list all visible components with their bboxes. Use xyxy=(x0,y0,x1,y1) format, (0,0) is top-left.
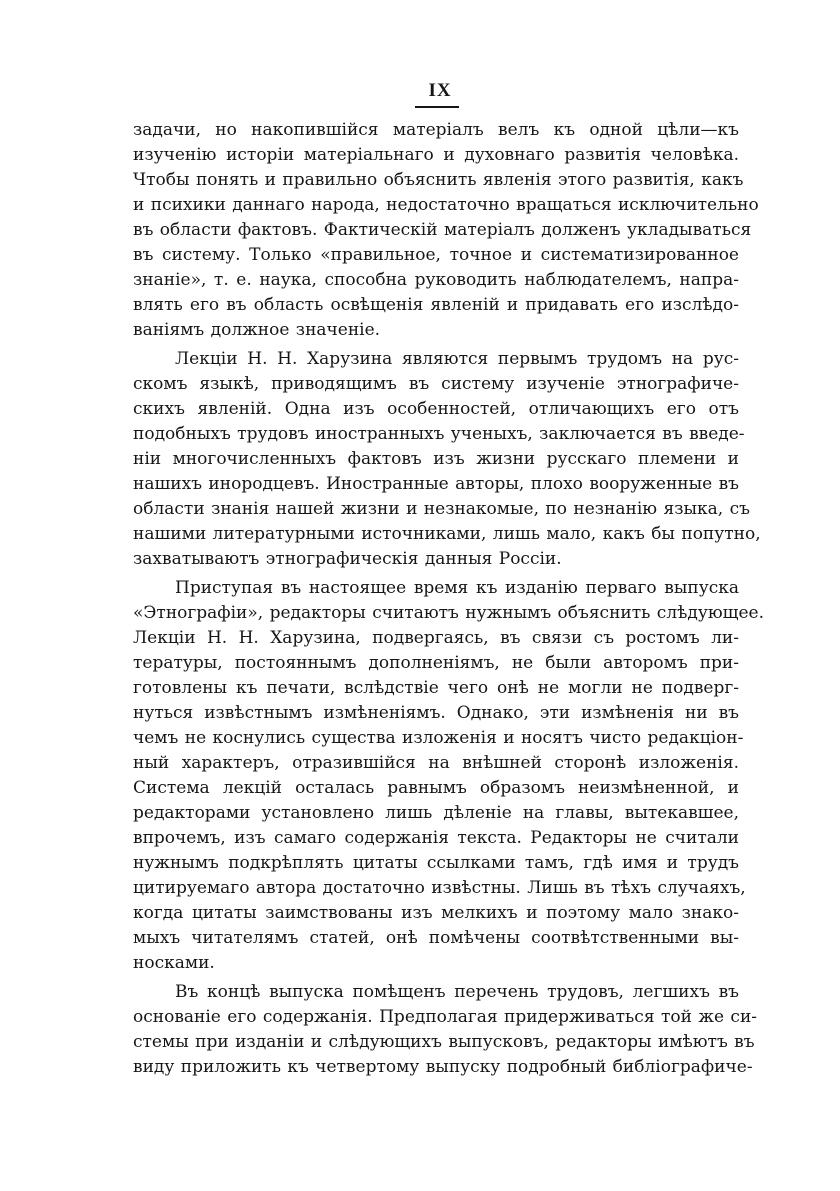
text-line: захватываютъ этнографическія данныя Россіи. xyxy=(133,549,562,569)
text-line: нужнымъ подкрѣплять цитаты ссылками тамъ, гдѣ имя и трудъ xyxy=(133,853,739,873)
text-line: готовлены къ печати, вслѣдствіе чего онѣ не могли не подверг- xyxy=(133,678,739,698)
text-line: задачи, но накопившійся матеріалъ велъ къ одной цѣли—къ xyxy=(133,120,739,140)
text-line: изученію исторіи матеріальнаго и духовнаго развитія человѣка. xyxy=(133,145,739,165)
text-line: «Этнографіи», редакторы считаютъ нужнымъ объяснить слѣдующее. xyxy=(133,603,764,623)
text-line: ніи многочисленныхъ фактовъ изъ жизни русскаго племени и xyxy=(133,449,739,469)
text-line: Лекціи Н. Н. Харузина, подвергаясь, въ связи съ ростомъ ли- xyxy=(133,628,739,648)
text-line: Чтобы понять и правильно объяснить явленія этого развитія, какъ xyxy=(133,170,744,190)
paragraph xyxy=(133,980,758,1080)
text-line: нашихъ инородцевъ. Иностранные авторы, плохо вооруженные въ xyxy=(133,474,739,494)
text-line: ный характеръ, отразившійся на внѣшней сторонѣ изложенія. xyxy=(133,753,739,773)
text-line: въ области фактовъ. Фактическій матеріалъ долженъ укладываться xyxy=(133,220,752,240)
text-line: области знанія нашей жизни и незнакомые, по незнанію языка, съ xyxy=(133,499,750,519)
text-line: тературы, постояннымъ дополненіямъ, не были авторомъ при- xyxy=(133,653,739,673)
text-line: знаніе», т. е. наука, способна руководить наблюдателемъ, напра- xyxy=(133,270,739,290)
text-line: виду приложить къ четвертому выпуску подробный библіографиче- xyxy=(133,1057,753,1077)
text-line: Лекціи Н. Н. Харузина являются первымъ трудомъ на рус- xyxy=(175,349,739,369)
text-line: подобныхъ трудовъ иностранныхъ ученыхъ, заключается въ введе- xyxy=(133,424,745,444)
text-line: въ систему. Только «правильное, точное и систематизированное xyxy=(133,245,739,265)
text-line: нуться извѣстнымъ измѣненіямъ. Однако, эти измѣненія ни въ xyxy=(133,703,739,723)
text-line: впрочемъ, изъ самаго содержанія текста. Редакторы не считали xyxy=(133,828,739,848)
paragraph xyxy=(133,576,764,976)
text-line: и психики даннаго народа, недостаточно вращаться исключительно xyxy=(133,195,759,215)
text-line: основаніе его содержанія. Предполагая придерживаться той же си- xyxy=(133,1007,758,1027)
text-line: редакторами установлено лишь дѣленіе на главы, вытекавшее, xyxy=(133,803,739,823)
text-line: чемъ не коснулись существа изложенія и носятъ чисто редакціон- xyxy=(133,728,744,748)
text-line: скомъ языкѣ, приводящимъ въ систему изученіе этнографиче- xyxy=(133,374,739,394)
text-line: мыхъ читателямъ статей, онѣ помѣчены соотвѣтственными вы- xyxy=(133,928,739,948)
paragraph xyxy=(133,118,759,343)
paragraph xyxy=(133,347,761,572)
text-line: цитируемаго автора достаточно извѣстны. Лишь въ тѣхъ случаяхъ, xyxy=(133,878,746,898)
text-line: стемы при изданіи и слѣдующихъ выпусковъ, редакторы имѣютъ въ xyxy=(133,1032,755,1052)
text-line: ваніямъ должное значеніе. xyxy=(133,320,381,340)
page-number-rule xyxy=(415,106,459,108)
text-line: нашими литературными источниками, лишь мало, какъ бы попутно, xyxy=(133,524,761,544)
text-line: носками. xyxy=(133,953,215,973)
text-line: Система лекцій осталась равнымъ образомъ неизмѣненной, и xyxy=(133,778,739,798)
text-line: Приступая въ настоящее время къ изданію перваго выпуска xyxy=(175,578,739,598)
text-line: скихъ явленій. Одна изъ особенностей, отличающихъ его отъ xyxy=(133,399,739,419)
text-line: когда цитаты заимствованы изъ мелкихъ и поэтому мало знако- xyxy=(133,903,739,923)
page-number: IX xyxy=(428,80,452,101)
text-line: влять его въ область освѣщенія явленій и придавать его изслѣдо- xyxy=(133,295,739,315)
body-text xyxy=(133,118,764,1080)
text-line: Въ концѣ выпуска помѣщенъ перечень трудовъ, легшихъ въ xyxy=(175,982,739,1002)
